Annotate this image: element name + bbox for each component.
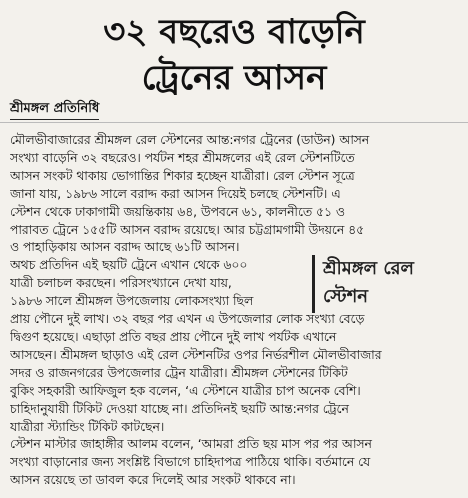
body-line: পারাবত ট্রেনে ১৫৫টি আসন বরাদ্দ রয়েছে। আর চট্টগ্রামগামী উদয়নে ৪৫	[10, 222, 365, 237]
body-line: ও পাহাড়িকায় আসন বরাদ্দ আছে ৬১টি আসন।	[10, 240, 240, 255]
byline: শ্রীমঙ্গল প্রতিনিধি	[10, 100, 99, 120]
pull-quote-line-1: শ্রীমঙ্গল রেল	[323, 258, 414, 279]
body-line: স্টেশন থেকে ঢাকাগামী জয়ন্তিকায় ৬৪, উপবনে ৬১, কালনীতে ৫১ ও	[10, 204, 345, 219]
body-line: অথচ প্রতিদিন এই ছয়টি ট্রেনে এখান থেকে ৬০০	[10, 258, 248, 273]
pull-quote-line-2: স্টেশন	[323, 286, 369, 307]
body-line: জানা যায়, ১৯৮৬ সালে বরাদ্দ করা আসন দিয়েই চলছে স্টেশনটি। এ	[10, 186, 341, 201]
body-line: আসছেন। শ্রীমঙ্গল ছাড়াও এই রেল স্টেশনটির ওপর নির্ভরশীল মৌলভীবাজার	[10, 347, 382, 362]
headline-line-2: ট্রেনের আসন	[141, 58, 327, 98]
body-line: আসন সংকট থাকায় ভোগান্তির শিকার হচ্ছেন যাত্রীরা। রেল স্টেশন সূত্রে	[10, 168, 355, 183]
body-line: যাত্রীরা স্ট্যান্ডিং টিকিট কাটছেন।	[10, 419, 165, 434]
pull-quote	[312, 255, 462, 313]
divider	[0, 122, 468, 123]
body-line: প্রায় পৌনে দুই লাখ। ৩২ বছর পর এখন এ উপজেলার লোক সংখ্যা বেড়ে	[10, 312, 365, 327]
body-line: সংখ্যা বাড়েনি ৩২ বছরেও। পর্যটন শহর শ্রীমঙ্গলের এই রেল স্টেশনটিতে	[10, 150, 355, 165]
cropped-previous-article-strip	[0, 0, 468, 3]
body-line: চাহিদানুযায়ী টিকিট দেওয়া যাচ্ছে না। প্রতিদিনই ছয়টি আন্ত:নগর ট্রেনে	[10, 401, 349, 416]
body-line: আসন রয়েছে তা ডাবল করে দিলেই আর সংকট থাকবে না।	[10, 473, 296, 488]
body-line: দ্বিগুণ হয়েছে। এছাড়া প্রতি বছর প্রায় পৌনে দুই লাখ পর্যটক এখানে	[10, 329, 337, 344]
body-line: স্টেশন মাস্টার জাহাঙ্গীর আলম বলেন, ‘আমরা প্রতি ছয় মাস পর পর আসন	[10, 437, 372, 452]
body-line: মৌলভীবাজারের শ্রীমঙ্গল রেল স্টেশনের আন্ত:নগর ট্রেনের (ডাউন) আসন	[10, 133, 370, 147]
body-line: বুকিং সহকারী আফিজুল হক বলেন, ‘এ স্টেশনে যাত্রীর চাপ অনেক বেশি।	[10, 383, 361, 398]
body-line: সংখ্যা বাড়ানোর জন্য সংশ্লিষ্ট বিভাগে চাহিদাপত্র পাঠিয়ে থাকি। বর্তমানে যে	[10, 455, 371, 470]
body-line: সদর ও রাজনগরের উপজেলার ট্রেন যাত্রীরা। শ্রীমঙ্গল স্টেশনের টিকিট	[10, 365, 348, 380]
body-line: ১৯৮৬ সালে শ্রীমঙ্গল উপজেলায় লোকসংখ্যা ছিল	[10, 294, 254, 309]
body-line: যাত্রী চলাচল করছেন। পরিসংখ্যানে দেখা যায়,	[10, 276, 232, 291]
headline-line-1: ৩২ বছরেও বাড়েনি	[103, 12, 365, 52]
